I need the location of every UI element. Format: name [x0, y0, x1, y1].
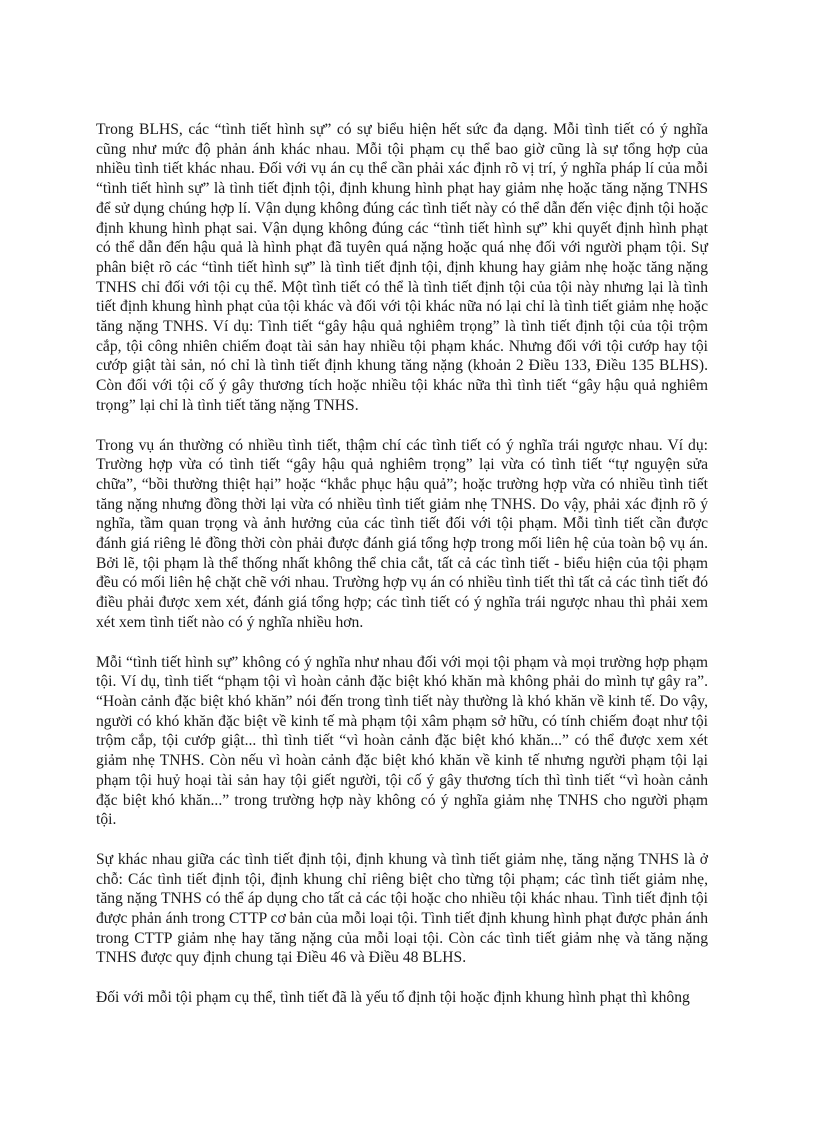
paragraph-4: Sự khác nhau giữa các tình tiết định tội, định khung và tình tiết giảm nhẹ, tăng nặng TNHS là ở chỗ: Các tình tiết định tội, định khung chỉ riêng biệt cho từng tội phạm; các tình tiết giảm nhẹ, tăng nặng TNHS có thể áp dụng cho tất cả các tội hoặc cho nhiều tội khác nhau. Tình tiết định tội được phản ánh trong CTTP cơ bản của mỗi loại tội. Tình tiết định khung hình phạt được phản ánh trong CTTP giảm nhẹ hay tăng nặng của mỗi loại tội. Còn các tình tiết giảm nhẹ và tăng nặng TNHS được quy định chung tại Điều 46 và Điều 48 BLHS. — [96, 850, 708, 967]
paragraph-5: Đối với mỗi tội phạm cụ thể, tình tiết đã là yếu tố định tội hoặc định khung hình phạt thì không — [96, 989, 690, 1007]
paragraph-3: Mỗi “tình tiết hình sự” không có ý nghĩa như nhau đối với mọi tội phạm và mọi trường hợp phạm tội. Ví dụ, tình tiết “phạm tội vì hoàn cảnh đặc biệt khó khăn mà không phải do mình tự gây ra”. “Hoàn cảnh đặc biệt khó khăn” nói đến trong tình tiết này thường là khó khăn về kinh tế. Do vậy, người có khó khăn đặc biệt về kinh tế mà phạm tội xâm phạm sở hữu, có tính chiếm đoạt như tội trộm cắp, tội cướp giật... thì tình tiết “vì hoàn cảnh đặc biệt khó khăn...” có thể được xem xét giảm nhẹ TNHS. Còn nếu vì hoàn cảnh đặc biệt khó khăn về kinh tế nhưng người phạm tội lại phạm tội huỷ hoại tài sản hay tội giết người, tội cố ý gây thương tích thì tình tiết “vì hoàn cảnh đặc biệt khó khăn...” trong trường hợp này không có ý nghĩa giảm nhẹ TNHS cho người phạm tội. — [96, 653, 708, 829]
paragraph-1: Trong BLHS, các “tình tiết hình sự” có sự biểu hiện hết sức đa dạng. Mỗi tình tiết có ý nghĩa cũng như mức độ phản ánh khác nhau. Mỗi tội phạm cụ thể bao giờ cũng là sự tổng hợp của nhiều tình tiết khác nhau. Đối với vụ án cụ thể cần phải xác định rõ vị trí, ý nghĩa pháp lí của mỗi “tình tiết hình sự” là tình tiết định tội, định khung hình phạt hay giảm nhẹ hoặc tăng nặng TNHS để sử dụng chúng hợp lí. Vận dụng không đúng các tình tiết này có thể dẫn đến việc định tội hoặc định khung hình phạt sai. Vận dụng không đúng các “tình tiết hình sự” khi quyết định hình phạt có thể dẫn đến hậu quả là hình phạt đã tuyên quá nặng hoặc quá nhẹ đối với người phạm tội. Sự phân biệt rõ các “tình tiết hình sự” là tình tiết định tội, định khung hay giảm nhẹ hoặc tăng nặng TNHS chỉ đối với tội cụ thể. Một tình tiết có thể là tình tiết định tội của tội này nhưng lại là tình tiết định khung hình phạt của tội khác và đối với tội khác nữa nó lại chỉ là tình tiết giảm nhẹ hoặc tăng nặng TNHS. Ví dụ: Tình tiết “gây hậu quả nghiêm trọng” là tình tiết định tội của tội trộm cắp, tội công nhiên chiếm đoạt tài sản hay nhiều tội phạm khác. Nhưng đối với tội cướp hay tội cướp giật tài sản, nó chỉ là tình tiết định khung tăng nặng (khoản 2 Điều 133, Điều 135 BLHS). Còn đối với tội cố ý gây thương tích hoặc nhiều tội khác nữa thì tình tiết “gây hậu quả nghiêm trọng” lại chỉ là tình tiết tăng nặng TNHS. — [96, 121, 708, 414]
paragraph-2: Trong vụ án thường có nhiều tình tiết, thậm chí các tình tiết có ý nghĩa trái ngược nhau. Ví dụ: Trường hợp vừa có tình tiết “gây hậu quả nghiêm trọng” lại vừa có tình tiết “tự nguyện sửa chữa”, “bồi thường thiệt hại” hoặc “khắc phục hậu quả”; hoặc trường hợp vừa có nhiều tình tiết tăng nặng nhưng đồng thời lại vừa có nhiều tình tiết giảm nhẹ TNHS. Do vậy, phải xác định rõ ý nghĩa, tầm quan trọng và ảnh hưởng của các tình tiết đối với tội phạm. Mỗi tình tiết cần được đánh giá riêng lẻ đồng thời còn phải được đánh giá tổng hợp trong mối liên hệ của toàn bộ vụ án. Bởi lẽ, tội phạm là thể thống nhất không thể chia cắt, tất cả các tình tiết - biểu hiện của tội phạm đều có mối liên hệ chặt chẽ với nhau. Trường hợp vụ án có nhiều tình tiết thì tất cả các tình tiết đó điều phải được xem xét, đánh giá tổng hợp; các tình tiết có ý nghĩa trái ngược nhau thì phải xem xét xem tình tiết nào có ý nghĩa nhiều hơn. — [96, 436, 708, 631]
document-page — [96, 120, 708, 1028]
